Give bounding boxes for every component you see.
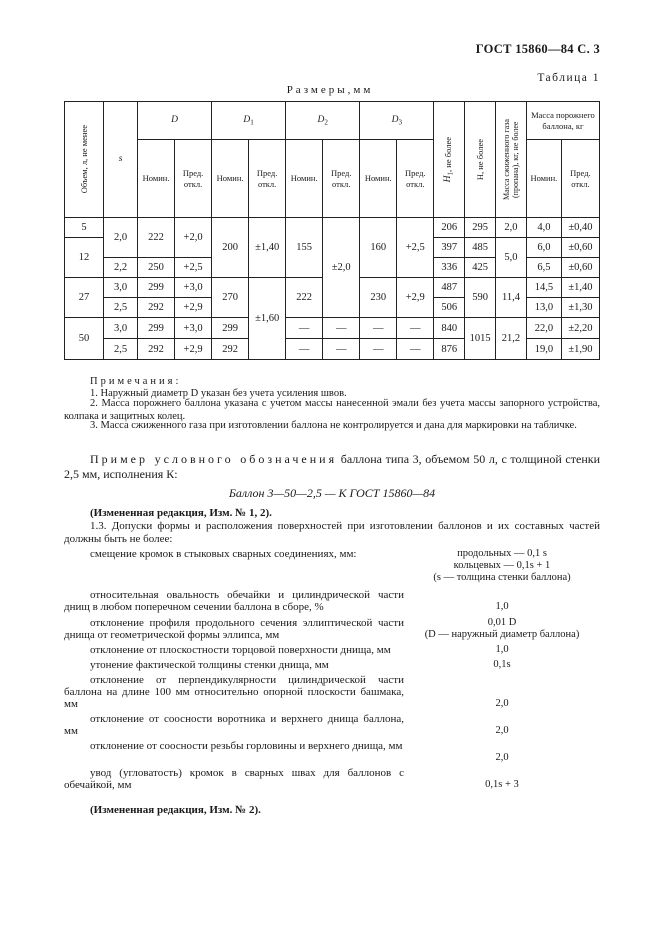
header-nom: Номин.: [360, 140, 397, 218]
table-cell: 222: [286, 278, 323, 318]
list-item: [64, 659, 600, 671]
header-d: D: [138, 102, 212, 140]
table-cell: 6,5: [526, 258, 561, 278]
item-right: [404, 767, 600, 791]
table-cell: —: [323, 318, 360, 339]
table-cell: 13,0: [526, 298, 561, 318]
header-h: H, не более: [465, 102, 496, 218]
item-right-line: 0,1s + 3: [485, 779, 519, 790]
item-right: [404, 713, 600, 737]
table-cell: 292: [138, 339, 175, 360]
table-cell: 876: [434, 339, 465, 360]
edit-note-2: (Измененная редакция, Изм. № 2).: [90, 804, 261, 816]
table-cell: 206: [434, 218, 465, 238]
item-left: отклонение от соосности воротника и верхнего днища баллона, мм: [64, 713, 404, 737]
table-cell: 4,0: [526, 218, 561, 238]
header-empty-mass: Масса порожнего баллона, кг: [526, 102, 599, 140]
header-d1: $D_1$: [212, 102, 286, 140]
table-cell: 200: [212, 218, 249, 278]
item-left: отклонение от соосности резьбы горловины и верхнего днища, мм: [90, 740, 403, 752]
example-rest: баллона типа 3, объемом 50 л, с толщиной стенки 2,5 мм, исполнения К:: [64, 452, 601, 481]
table-cell: 292: [138, 298, 175, 318]
item-right: [404, 548, 600, 584]
table-cell: 840: [434, 318, 465, 339]
table-cell: 336: [434, 258, 465, 278]
item-right-line: кольцевых — 0,1s + 1: [453, 560, 551, 571]
example-spaced: Пример условного обозначения: [90, 452, 338, 466]
table-cell: 230: [360, 278, 397, 318]
table-cell: +2,5: [397, 218, 434, 278]
item-left: отклонение профиля продольного сечения эллиптической части днища от геометрической формы эллипса, мм: [64, 617, 404, 641]
table-cell: +2,9: [175, 339, 212, 360]
table-cell: —: [360, 339, 397, 360]
table-cell: 299: [138, 318, 175, 339]
header-nom: Номин.: [286, 140, 323, 218]
table-cell: 506: [434, 298, 465, 318]
header-nom: Номин.: [526, 140, 561, 218]
table-cell: +2,9: [175, 298, 212, 318]
page-header: ГОСТ 15860—84 С. 3: [475, 42, 600, 56]
header-d3: $D_3$: [360, 102, 434, 140]
table-cell: —: [286, 318, 323, 339]
notes-title: Примечания:: [90, 376, 182, 387]
item-left: отклонение от перпендикулярности цилиндрической части баллона на длине 100 мм относительно опорной плоскости башмака, мм: [64, 674, 404, 710]
item-right-line: 1,0: [495, 644, 509, 655]
table-cell: ±0,60: [561, 238, 599, 258]
table-cell: +2,9: [397, 278, 434, 318]
table-cell: 6,0: [526, 238, 561, 258]
header-d2: $D_2$: [286, 102, 360, 140]
table-cell: ±1,60: [249, 278, 286, 360]
table-cell: 21,2: [496, 318, 527, 360]
table-cell: 11,4: [496, 278, 527, 318]
table-cell: 160: [360, 218, 397, 278]
header-gas-mass: Масса сжиженного газа (пропана), кг, не более: [496, 102, 527, 218]
table-cell: —: [286, 339, 323, 360]
table-cell: 425: [465, 258, 496, 278]
item-right-line: 0,1s: [493, 659, 511, 670]
item-left: увод (угловатость) кромок в сварных швах для баллонов с обечайкой, мм: [64, 767, 404, 791]
item-right-line: (D — наружный диаметр баллона): [424, 629, 580, 640]
table-cell: 485: [465, 238, 496, 258]
paragraph-1-3: 1.3. Допуски формы и расположения поверхностей при изготовлении баллонов и их составных частей должны быть не более:: [64, 520, 600, 545]
dimensions-table: [64, 101, 600, 360]
item-right: [404, 659, 600, 671]
table-cell: 2,5: [104, 298, 138, 318]
list-item: [64, 767, 600, 791]
edit-note-1: (Измененная редакция, Изм. № 1, 2).: [90, 507, 272, 519]
table-cell: 3,0: [104, 278, 138, 298]
example-paragraph: [64, 452, 600, 482]
item-right-line: 2,0: [495, 725, 509, 736]
item-right-line: 2,0: [495, 698, 509, 709]
table-caption: Размеры,мм: [286, 84, 374, 96]
table-cell: —: [397, 339, 434, 360]
table-cell: 590: [465, 278, 496, 318]
header-nom: Номин.: [212, 140, 249, 218]
table-cell: 397: [434, 238, 465, 258]
table-cell: 12: [65, 238, 104, 278]
table-cell: 487: [434, 278, 465, 298]
table-cell: 5,0: [496, 238, 527, 278]
example-formula: Баллон 3—50—2,5 — К ГОСТ 15860—84: [228, 486, 436, 500]
header-nom: Номин.: [138, 140, 175, 218]
table-cell: 270: [212, 278, 249, 318]
table-cell: —: [323, 339, 360, 360]
note-1: 1. Наружный диаметр D указан без учета усиления швов.: [90, 388, 347, 399]
header-tol: Пред. откл.: [323, 140, 360, 218]
table-cell: —: [397, 318, 434, 339]
table-cell: ±2,0: [323, 218, 360, 318]
table-cell: —: [360, 318, 397, 339]
table-cell: 299: [212, 318, 249, 339]
table-cell: +3,0: [175, 278, 212, 298]
list-item: [64, 713, 600, 737]
table-cell: 14,5: [526, 278, 561, 298]
item-left: смещение кромок в стыковых сварных соединениях, мм:: [90, 548, 357, 560]
header-tol: Пред. откл.: [561, 140, 599, 218]
item-right-line: 2,0: [495, 752, 509, 763]
item-right-line: (s — толщина стенки баллона): [433, 572, 571, 583]
table-cell: 27: [65, 278, 104, 318]
table-cell: ±1,90: [561, 339, 599, 360]
item-right: [404, 617, 600, 641]
table-cell: +2,5: [175, 258, 212, 278]
list-item: [64, 644, 600, 656]
table-cell: 2,5: [104, 339, 138, 360]
table-cell: 50: [65, 318, 104, 360]
table-cell: ±1,40: [561, 278, 599, 298]
table-cell: 155: [286, 218, 323, 278]
table-cell: 2,2: [104, 258, 138, 278]
table-cell: 2,0: [104, 218, 138, 258]
table-cell: 22,0: [526, 318, 561, 339]
item-right: [404, 740, 600, 764]
table-cell: 19,0: [526, 339, 561, 360]
table-cell: 292: [212, 339, 249, 360]
tolerance-list: [64, 548, 600, 791]
table-cell: ±0,60: [561, 258, 599, 278]
item-left: отклонение от плоскостности торцовой поверхности днища, мм: [90, 644, 391, 656]
note-2: 2. Масса порожнего баллона указана с учетом массы нанесенной эмали без учета массы запорного устройства, колпака и защитных колец.: [64, 398, 600, 422]
table-cell: 299: [138, 278, 175, 298]
table-number: Таблица 1: [537, 72, 600, 84]
table-cell: ±1,40: [249, 218, 286, 278]
item-right: [404, 644, 600, 656]
table-cell: 5: [65, 218, 104, 238]
list-item: [64, 548, 600, 584]
header-tol: Пред. откл.: [175, 140, 212, 218]
table-cell: 2,0: [496, 218, 527, 238]
item-right-line: продольных — 0,1 s: [457, 548, 547, 559]
item-left: утонение фактической толщины стенки днища, мм: [90, 659, 329, 671]
header-tol: Пред. откл.: [397, 140, 434, 218]
table-cell: +3,0: [175, 318, 212, 339]
header-volume: Объем, л, не менее: [65, 102, 104, 218]
item-right: [404, 589, 600, 613]
table-cell: 3,0: [104, 318, 138, 339]
table-cell: ±2,20: [561, 318, 599, 339]
table-cell: 1015: [465, 318, 496, 360]
table-cell: 295: [465, 218, 496, 238]
table-cell: +2,0: [175, 218, 212, 258]
item-right-line: 0,01 D: [487, 617, 517, 628]
table-cell: ±0,40: [561, 218, 599, 238]
item-right: [404, 674, 600, 710]
list-item: [64, 674, 600, 710]
item-left: относительная овальность обечайки и цилиндрической части днищ в любом поперечном сечении баллона в сборе, %: [64, 589, 404, 613]
table-cell: 250: [138, 258, 175, 278]
table-cell: ±1,30: [561, 298, 599, 318]
header-tol: Пред. откл.: [249, 140, 286, 218]
list-item: [64, 740, 600, 764]
note-3: 3. Масса сжиженного газа при изготовлении баллона не контролируется и дана для маркировки на табличке.: [90, 420, 577, 431]
list-item: [64, 589, 600, 613]
header-s: s: [104, 102, 138, 218]
list-item: [64, 617, 600, 641]
header-h1: $H_1$, не более: [434, 102, 465, 218]
table-cell: 222: [138, 218, 175, 258]
item-right-line: 1,0: [495, 601, 509, 612]
